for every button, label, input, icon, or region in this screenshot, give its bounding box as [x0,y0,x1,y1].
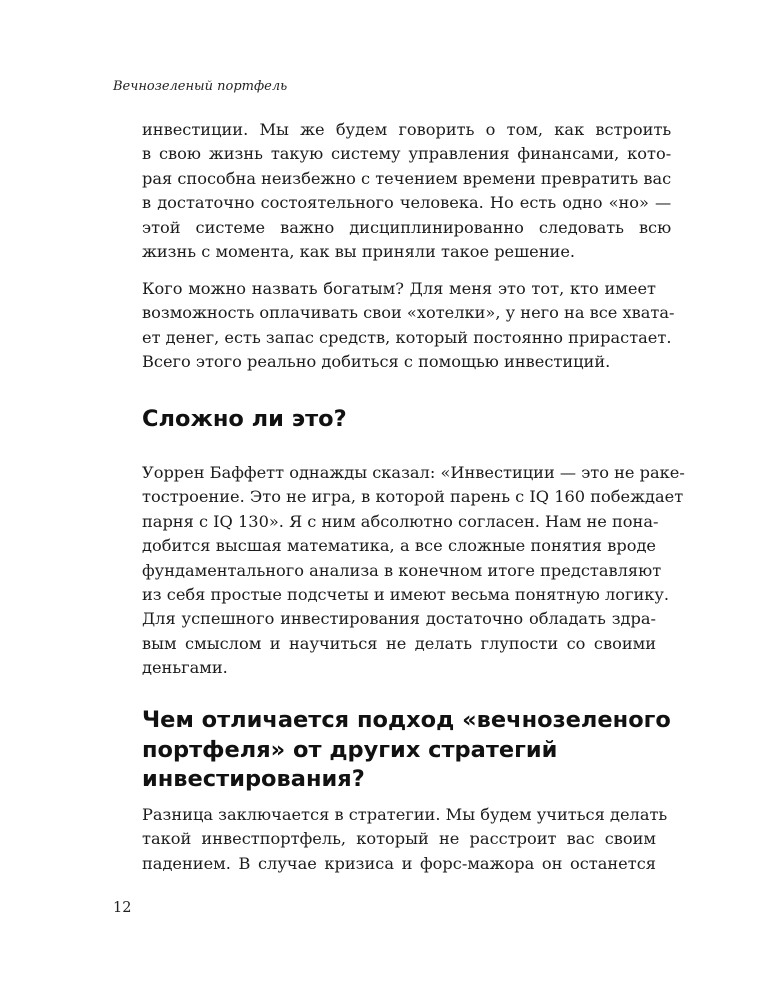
text-line: фундаментального анализа в конечном итоге представляют [142,560,662,580]
text-line: деньгами. [142,658,228,678]
page-number: 12 [113,900,132,916]
text-line: Всего этого реально добиться с помощью инвестиций. [142,352,611,372]
heading-line: портфеля» от других стратегий [142,736,558,763]
section-heading-1 [142,405,656,435]
text-line: добится высшая математика, а все сложные понятия вроде [142,536,656,556]
text-line: такой инвестпортфель, который не расстроит вас своим [142,829,656,849]
text-line: Для успешного инвестирования достаточно обладать здра- [142,609,656,629]
heading-line: Сложно ли это? [142,406,347,432]
text-line: ет денег, есть запас средств, который постоянно прирастает. [142,327,672,347]
heading-line: инвестирования? [142,766,365,792]
text-line: в достаточно состоятельного человека. Но есть одно «но» — [142,193,672,213]
paragraph-3 [142,461,685,681]
paragraph-4 [142,803,668,876]
text-line: падением. В случае кризиса и форс-мажора он останется [142,853,656,873]
heading-line: Чем отличается подход «вечнозеленого [142,707,671,733]
section-heading-2 [142,706,671,795]
running-head: Вечнозеленый портфель [113,79,288,94]
text-line: Уоррен Баффетт однажды сказал: «Инвестиции — это не раке- [142,463,685,482]
text-line: вым смыслом и научиться не делать глупости со своими [142,633,656,653]
text-line: Разница заключается в стратегии. Мы будем учиться делать [142,805,668,824]
paragraph-2 [142,277,675,375]
text-line: этой системе важно дисциплинированно следовать всю [142,217,672,237]
text-line: Кого можно назвать богатым? Для меня это тот, кто имеет [142,279,656,298]
text-line: рая способна неизбежно с течением времени превратить вас [142,168,672,188]
text-line: жизнь с момента, как вы приняли такое решение. [142,241,576,261]
text-line: из себя простые подсчеты и имеют весьма понятную логику. [142,584,670,604]
text-line: инвестиции. Мы же будем говорить о том, как встроить [142,120,672,139]
text-line: тостроение. Это не игра, в которой парень с IQ 160 побеждает [142,487,684,507]
text-line: возможность оплачивать свои «хотелки», у него на все хвата- [142,303,675,323]
text-line: в свою жизнь такую систему управления финансами, кото- [142,144,672,164]
text-line: парня с IQ 130». Я с ним абсолютно согласен. Нам не пона- [142,511,659,531]
paragraph-1 [142,118,671,264]
